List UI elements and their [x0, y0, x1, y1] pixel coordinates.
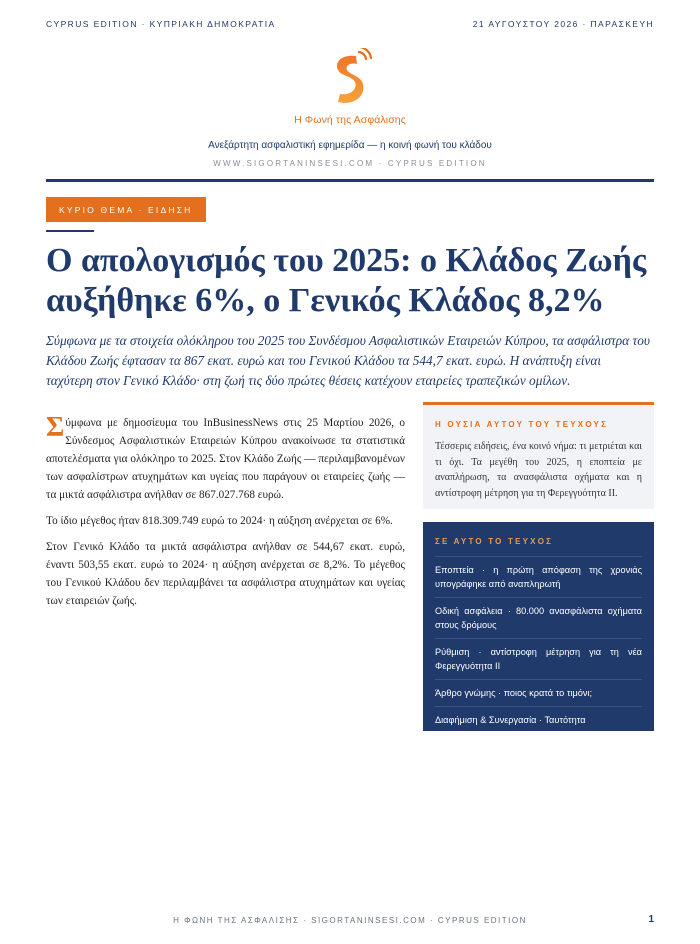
body-paragraph: Το ίδιο μέγεθος ήταν 818.309.749 ευρώ το 2024· η αύξηση ανέρχεται σε 6%.: [46, 515, 393, 527]
issue-date: 21 ΑΥΓΟΥΣΤΟΥ 2026 · ΠΑΡΑΣΚΕΥΗ: [472, 19, 654, 29]
masthead-divider: [46, 179, 654, 182]
page-number: 1: [648, 914, 654, 925]
in-this-issue-list: [435, 556, 642, 733]
issue-item-link[interactable]: Άρθρο γνώμης · ποιος κρατά το τιμόνι;: [435, 679, 642, 706]
section-kicker: ΚΥΡΙΟ ΘΕΜΑ · ΕΙΔΗΣΗ: [46, 197, 206, 222]
brand-name: Η Φωνή της Ασφάλισης: [294, 114, 406, 126]
body-paragraph: [46, 414, 405, 504]
issue-item-link[interactable]: Διαφήμιση & Συνεργασία · Ταυτότητα: [435, 706, 642, 733]
article-body: [46, 414, 405, 618]
drop-cap: Σ: [46, 412, 65, 443]
in-this-issue-title: ΣΕ ΑΥΤΟ ΤΟ ΤΕΥΧΟΣ: [435, 537, 554, 546]
s-soundwave-logo-icon: [328, 48, 372, 110]
issue-essence-box: [423, 402, 654, 509]
issue-item-link[interactable]: Ρύθμιση · αντίστροφη μέτρηση για τη νέα Φερεγγυότητα ΙΙ: [435, 638, 642, 679]
tagline: Ανεξάρτητη ασφαλιστική εφημερίδα — η κοινή φωνή του κλάδου: [208, 140, 492, 151]
article-headline: Ο απολογισμός του 2025: ο Κλάδος Ζωής αυξήθηκε 6%, ο Γενικός Κλάδος 8,2%: [46, 242, 647, 319]
page-footer: Η ΦΩΝΗ ΤΗΣ ΑΣΦΑΛΙΣΗΣ · SIGORTANINSESI.COM · CYPRUS EDITION: [173, 916, 527, 925]
kicker-accent-rule: [46, 230, 94, 232]
issue-item-link[interactable]: Οδική ασφάλεια · 80.000 ανασφάλιστα οχήματα στους δρόμους: [435, 597, 642, 638]
website-link[interactable]: WWW.SIGORTANINSESI.COM · CYPRUS EDITION: [213, 159, 487, 168]
body-paragraph-text: ύμφωνα με δημοσίευμα του InBusinessNews στις 25 Μαρτίου 2026, ο Σύνδεσμος Ασφαλιστικών Εταιρειών Κύπρου ανακοίνωσε τα στατιστικά αποτελέσματα για ολόκληρο το 2025. Στον Κλάδο Ζωής — περιλαμβανομένων των ασφαλίστρων ατυχημάτων και υγείας που παράγουν οι εταιρείες ζωής — τα μικτά ασφάλιστρα ανήλθαν σε 867.027.768 ευρώ.: [46, 417, 405, 501]
body-paragraph: Στον Γενικό Κλάδο τα μικτά ασφάλιστρα ανήλθαν σε 544,67 εκατ. ευρώ, έναντι 503,55 εκατ. ευρώ το 2024· η αύξηση ανέρχεται σε 8,2%. Το μέγεθος του Γενικού Κλάδου δεν περιλαμβάνει τα ασφάλιστρα ατυχημάτων και υγείας των εταιρειών ζωής.: [46, 541, 405, 607]
in-this-issue-box: [423, 522, 654, 731]
article-standfirst: Σύμφωνα με τα στοιχεία ολόκληρου του 2025 του Συνδέσμου Ασφαλιστικών Εταιρειών Κύπρου, τα ασφάλιστρα του Κλάδου Ζωής έφτασαν τα 867 εκατ. ευρώ και του Γενικού Κλάδου τα 544,7 εκατ. ευρώ. Η ανάπτυξη είναι ταχύτερη στον Γενικό Κλάδο· στη ζωή τις δύο πρώτες θέσεις κατέχουν εταιρείες τραπεζικών ομίλων.: [46, 333, 650, 388]
masthead-logo[interactable]: [0, 48, 700, 126]
essence-title: Η ΟΥΣΙΑ ΑΥΤΟΥ ΤΟΥ ΤΕΥΧΟΥΣ: [435, 420, 609, 429]
essence-text: Τέσσερις ειδήσεις, ένα κοινό νήμα: τι μετριέται και τι όχι. Τα μεγέθη του 2025, η εποπτεία με αναπλήρωση, τα ανασφάλιστα οχήματα και η αντίστροφη μέτρηση για τη Φερεγγυότητα ΙΙ.: [435, 441, 642, 499]
issue-item-link[interactable]: Εποπτεία · η πρώτη απόφαση της χρονιάς υπογράφηκε από αναπληρωτή: [435, 556, 642, 597]
edition-label: CYPRUS EDITION · ΚΥΠΡΙΑΚΗ ΔΗΜΟΚΡΑΤΙΑ: [46, 19, 276, 29]
top-bar: [46, 19, 654, 29]
